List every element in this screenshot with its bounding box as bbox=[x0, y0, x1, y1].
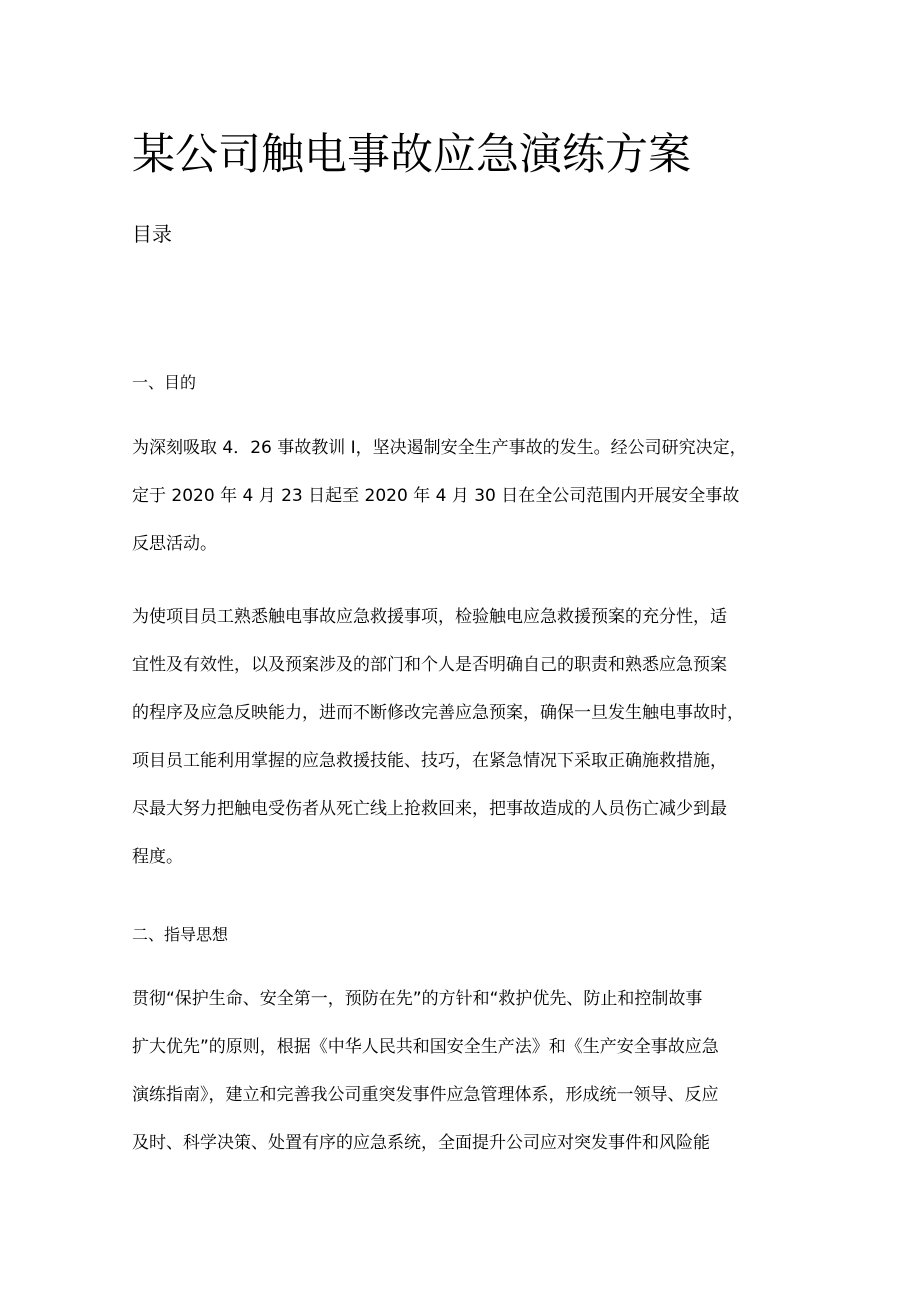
paragraph-guiding-ideology-1 bbox=[132, 975, 792, 1167]
paragraph-line: 及时、科学决策、处置有序的应急系统，全面提升公司应对突发事件和风险能 bbox=[132, 1133, 710, 1153]
document-title: 某公司触电事故应急演练方案 bbox=[132, 130, 691, 180]
paragraph-line: 程度。 bbox=[132, 847, 183, 867]
paragraph-line: 演练指南》，建立和完善我公司重突发事件应急管理体系，形成统一领导、反应 bbox=[132, 1085, 719, 1105]
paragraph-line: 扩大优先”的原则，根据《中华人民共和国安全生产法》和《生产安全事故应急 bbox=[132, 1037, 719, 1057]
paragraph-line: 为使项目员工熟悉触电事故应急救援事项，检验触电应急救援预案的充分性，适 bbox=[132, 607, 727, 627]
paragraph-line: 为深刻吸取 4．26 事故教训 I，坚决遏制安全生产事故的发生。经公司研究决定， bbox=[132, 438, 747, 458]
section-heading-guiding-ideology: 二、指导思想 bbox=[132, 925, 229, 944]
paragraph-line: 定于 2020 年 4 月 23 日起至 2020 年 4 月 30 日在全公司范围内开展安全事故 bbox=[132, 486, 740, 506]
paragraph-line: 贯彻“保护生命、安全第一，预防在先”的方针和“救护优先、防止和控制故事 bbox=[132, 989, 703, 1009]
paragraph-line: 反思活动。 bbox=[132, 534, 217, 554]
table-of-contents-label: 目录 bbox=[132, 222, 172, 246]
paragraph-purpose-2 bbox=[132, 593, 792, 881]
paragraph-purpose-1 bbox=[132, 424, 792, 568]
paragraph-line: 项目员工能利用掌握的应急救援技能、技巧，在紧急情况下采取正确施救措施， bbox=[132, 751, 727, 771]
section-heading-purpose: 一、目的 bbox=[132, 373, 197, 392]
paragraph-line: 尽最大努力把触电受伤者从死亡线上抢救回来，把事故造成的人员伤亡减少到最 bbox=[132, 799, 727, 819]
paragraph-line: 的程序及应急反映能力，进而不断修改完善应急预案，确保一旦发生触电事故时， bbox=[132, 703, 744, 723]
paragraph-line: 宜性及有效性，以及预案涉及的部门和个人是否明确自己的职责和熟悉应急预案 bbox=[132, 655, 727, 675]
